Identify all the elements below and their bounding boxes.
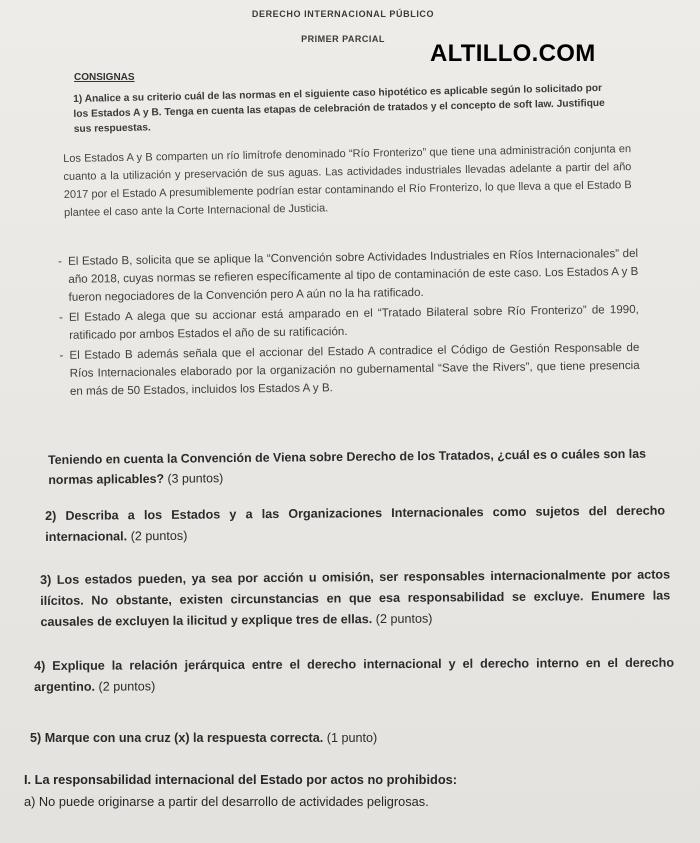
points-label: (3 puntos) [163, 471, 224, 486]
question-3-text: 3) Los estados pueden, ya sea por acción u omisión, ser responsables internacionalmente por actos ilícitos. No obstante, existen circunstancias en que esa responsabilidad se excluye. Enumere las causales de excluyen la ilicitud y explique tres de ellas. [40, 567, 671, 629]
watermark: ALTILLO.COM [430, 40, 596, 67]
list-item [58, 245, 639, 307]
case-paragraph: Los Estados A y B comparten un río limítrofe denominado “Río Fronterizo” que tiene una administración conjunta en cuanto a la utilización y preservación de sus aguas. Las actividades industriales llevadas adelante a partir del año 2017 por el Estado A presumiblemente podrían estar contaminando el Río Fronterizo, lo que lleva a que el Estado B plantee el caso ante la Corte Internacional de Justicia. [63, 143, 632, 219]
exam-subtitle: PRIMER PARCIAL [301, 34, 385, 44]
points-label: (1 punto) [323, 731, 378, 745]
list-item-text: El Estado B, solicita que se aplique la “Convención sobre Actividades Industriales en Ríos Internacionales” del año 2018, cuyas normas se refieren específicamente al tipo de contaminación de este caso. Los Estados A y B fueron negociadores de la Convención pero A aún no la ha ratificado. [68, 246, 639, 304]
course-title: DERECHO INTERNACIONAL PÚBLICO [251, 9, 435, 19]
list-item [59, 339, 640, 401]
question-1-prompt [48, 444, 668, 490]
question-2-text: 2) Describa a los Estados y a las Organizaciones Internacionales como sujetos del derecho internacional. [45, 503, 666, 544]
points-label: (2 puntos) [94, 679, 156, 694]
dash-marker: - [58, 310, 63, 324]
section-heading: CONSIGNAS [74, 72, 135, 83]
list-item-text: El Estado A alega que su accionar está amparado en el “Tratado Bilateral sobre Río Fronterizo” de 1990, ratificado por ambos Estados el año de su ratificación. [68, 302, 639, 342]
points-label: (2 puntos) [127, 528, 188, 544]
dash-marker: - [59, 348, 64, 362]
question-5 [30, 728, 670, 749]
question-4-text: 4) Explique la relación jerárquica entre el derecho internacional y el derecho interno en el derecho argentino. [34, 655, 675, 694]
list-item-text: El Estado B además señala que el accionar del Estado A contradice el Código de Gestión Responsable de Ríos Internacionales elaborado por la organización no gubernamental “Save the Rivers”, que tiene presencia en más de 50 Estados, incluidos los Estados A y B. [69, 340, 640, 398]
choice-option-a[interactable]: a) No puede originarse a partir del desarrollo de actividades peligrosas. [24, 794, 429, 809]
question-2 [45, 501, 665, 548]
question-4 [34, 653, 674, 698]
question-5-text: 5) Marque con una cruz (x) la respuesta correcta. [30, 731, 324, 745]
list-item [59, 301, 639, 345]
points-label: (2 puntos) [372, 611, 433, 627]
question-1: 1) Analice a su criterio cuál de las normas en el siguiente caso hipotético es aplicable según lo solicitado por los Estados A y B. Tenga en cuenta las etapas de celebración de tratados y el concepto de soft law. Justifique sus respuestas. [73, 82, 605, 135]
dash-marker: - [58, 254, 63, 268]
question-3 [40, 565, 671, 633]
multiple-choice-item-i: I. La responsabilidad internacional del Estado por actos no prohibidos: [24, 772, 458, 787]
question-1-prompt-text: Teniendo en cuenta la Convención de Viena sobre Derecho de los Tratados, ¿cuál es o cuáles son las normas aplicables? [48, 446, 647, 487]
case-claims-list [58, 245, 640, 403]
